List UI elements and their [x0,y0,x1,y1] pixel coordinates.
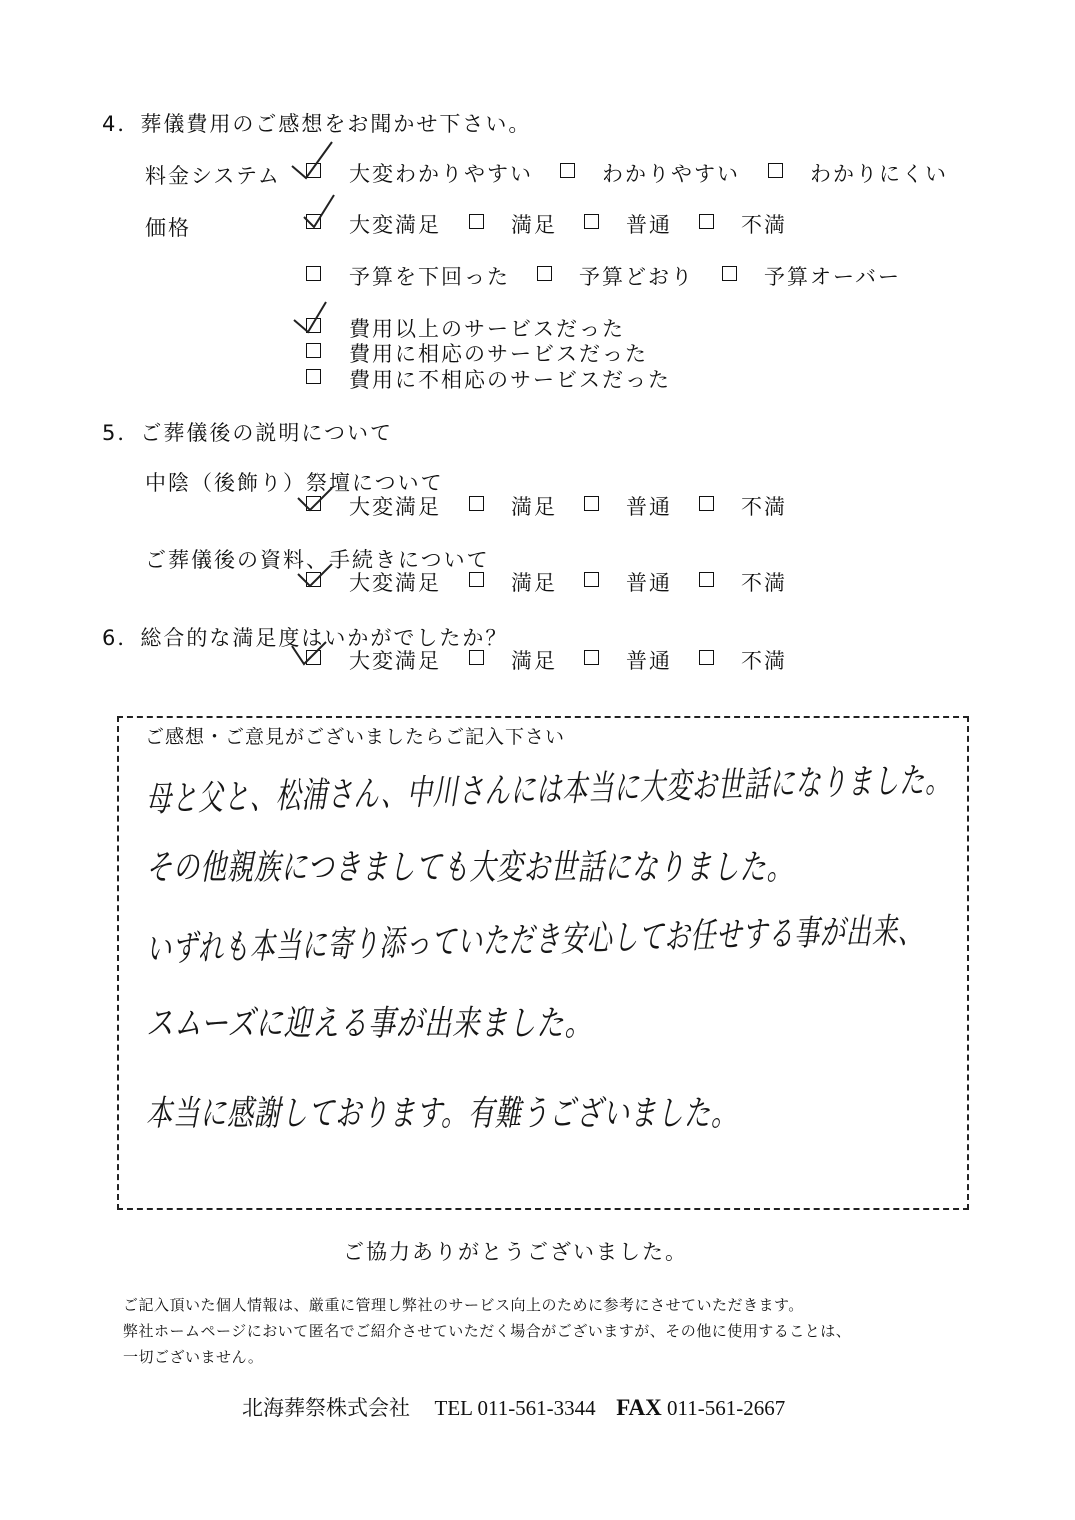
price-option-3: 普通 [626,213,672,237]
documents-option-1: 大変満足 [349,571,441,595]
fax-label: FAX [616,1395,662,1420]
budget-checkbox-1[interactable] [306,266,321,281]
service-option-3: 費用に不相応のサービスだった [349,368,671,392]
check-mark-icon [300,193,340,231]
altar-option-2: 満足 [511,495,557,519]
service-checkbox-2[interactable] [306,343,321,358]
fee-system-label: 料金システム [145,164,281,188]
altar-checkbox-3[interactable] [584,496,599,511]
overall-checkbox-2[interactable] [469,650,484,665]
check-mark-icon [290,640,330,668]
altar-label: 中陰（後飾り）祭壇について [145,471,444,495]
price-checkbox-2[interactable] [469,214,484,229]
budget-option-1: 予算を下回った [349,265,510,289]
overall-option-4: 不満 [741,649,787,673]
service-option-1: 費用以上のサービスだった [349,317,625,341]
budget-checkbox-2[interactable] [537,266,552,281]
fax-number: 011-561-2667 [667,1396,786,1420]
overall-option-2: 満足 [511,649,557,673]
overall-option-3: 普通 [626,649,672,673]
documents-option-3: 普通 [626,571,672,595]
budget-checkbox-3[interactable] [722,266,737,281]
footer-contact [242,1392,785,1422]
documents-label: ご葬儀後の資料、手続きについて [145,548,490,572]
check-mark-icon [296,560,336,590]
privacy-note-line-2: 弊社ホームページにおいて匿名でご紹介させていただく場合がございますが、その他に使用することは、 [123,1322,852,1340]
fee-system-option-3: わかりにくい [810,162,948,186]
check-mark-icon [292,300,332,336]
overall-checkbox-3[interactable] [584,650,599,665]
price-option-1: 大変満足 [349,213,441,237]
fee-system-checkbox-2[interactable] [560,163,575,178]
price-option-2: 満足 [511,213,557,237]
service-checkbox-3[interactable] [306,369,321,384]
handwritten-line-5: 本当に感謝しております。有難うございました。 [146,1094,738,1134]
comment-prompt: ご感想・ご意見がございましたらご記入下さい [145,726,566,748]
question-6-heading: 6．総合的な満足度はいかがでしたか？ [102,626,509,650]
overall-checkbox-4[interactable] [699,650,714,665]
documents-checkbox-4[interactable] [699,572,714,587]
overall-option-1: 大変満足 [349,649,441,673]
tel-number: 011-561-3344 [477,1396,596,1420]
documents-checkbox-2[interactable] [469,572,484,587]
altar-checkbox-2[interactable] [469,496,484,511]
fee-system-option-2: わかりやすい [602,162,740,186]
tel-label: TEL [434,1396,473,1420]
check-mark-icon [290,140,338,180]
altar-checkbox-4[interactable] [699,496,714,511]
altar-option-3: 普通 [626,495,672,519]
budget-option-3: 予算オーバー [764,265,901,289]
price-label: 価格 [145,216,191,240]
handwritten-line-4: スムーズに迎える事が出来ました。 [146,1004,593,1044]
price-option-4: 不満 [741,213,787,237]
privacy-note-line-1: ご記入頂いた個人情報は、厳重に管理し弊社のサービス向上のために参考にさせていただきます。 [123,1296,804,1314]
handwritten-line-2: その他親族につきましても大変お世話になりました。 [146,848,794,888]
company-name: 北海葬祭株式会社 [242,1396,410,1420]
price-checkbox-4[interactable] [699,214,714,229]
service-option-2: 費用に相応のサービスだった [349,342,648,366]
question-4-heading: 4．葬儀費用のご感想をお聞かせ下さい。 [102,112,532,136]
altar-option-4: 不満 [741,495,787,519]
fee-system-checkbox-3[interactable] [768,163,783,178]
handwritten-line-3: いずれも本当に寄り添っていただき安心してお任せする事が出来、 [145,911,924,970]
check-mark-icon [296,484,336,514]
documents-checkbox-3[interactable] [584,572,599,587]
privacy-note-line-3: 一切ございません。 [123,1348,264,1366]
handwritten-line-1: 母と父と、松浦さん、中川さんには本当に大変お世話になりました。 [145,760,952,820]
altar-option-1: 大変満足 [349,495,441,519]
thanks-message: ご協力ありがとうございました。 [343,1240,688,1264]
price-checkbox-3[interactable] [584,214,599,229]
fee-system-option-1: 大変わかりやすい [349,162,533,186]
budget-option-2: 予算どおり [579,265,694,289]
documents-option-4: 不満 [741,571,787,595]
question-5-heading: 5．ご葬儀後の説明について [102,421,393,445]
documents-option-2: 満足 [511,571,557,595]
